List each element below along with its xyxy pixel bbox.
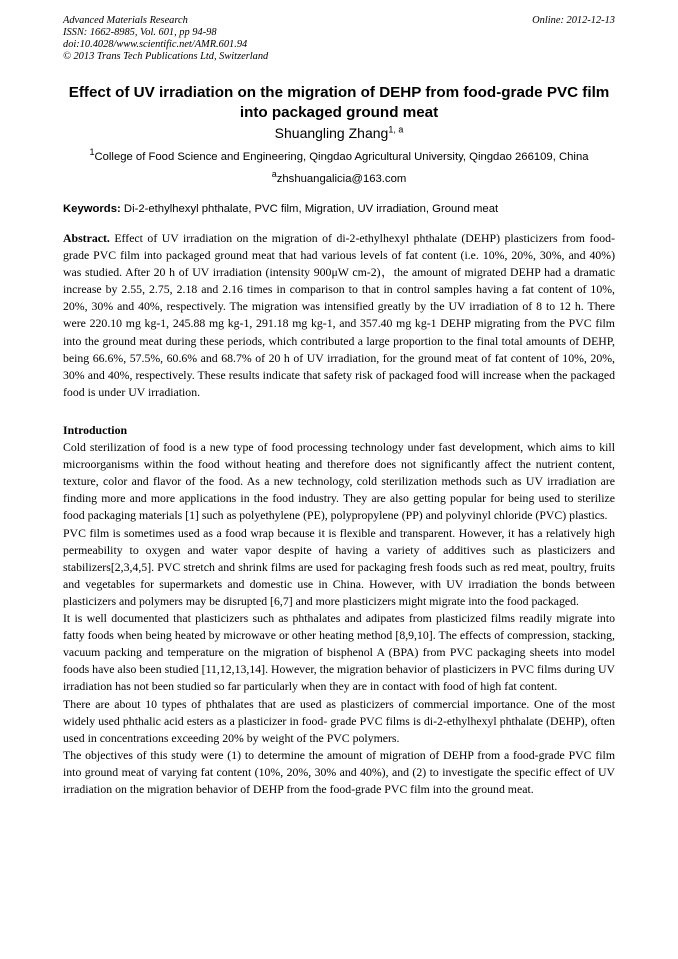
- copyright: © 2013 Trans Tech Publications Ltd, Switzerland: [63, 51, 269, 62]
- keywords-text: Di-2-ethylhexyl phthalate, PVC film, Migration, UV irradiation, Ground meat: [123, 203, 499, 215]
- intro-paragraph: PVC film is sometimes used as a food wrap because it is flexible and transparent. However, it has a relatively high permeability to oxygen and water vapor despite of having a variety of additives such as plasticizers and stabilizers[2,3,4,5]. PVC stretch and shrink films are used for packaging fresh foods such as red meat, poultry, fruits and vegetables for supermarkets and domestic use in China. However, with UV irradiation the bonds between plasticizers and polymers may be disrupted [6,7] and more plasticizers might migrate into the food packaged.: [63, 525, 615, 608]
- paper-title: Effect of UV irradiation on the migration of DEHP from food-grade PVC film into packaged ground meat: [68, 84, 610, 121]
- intro-paragraph: The objectives of this study were (1) to determine the amount of migration of DEHP from a food-grade PVC film into ground meat of varying fat content (10%, 20%, 30% and 40%), and (2) to investigate the specific effect of UV irradiation on the migration behavior of DEHP from the food-grade PVC film into the ground meat.: [63, 747, 615, 796]
- author-line: [60, 124, 618, 142]
- author-superscript: 1, a: [388, 124, 404, 135]
- intro-paragraph: Cold sterilization of food is a new type of food processing technology under fast development, which aims to kill microorganisms within the food without heating and therefore does not significantly affect the nutrient content, texture, color and flavor of the food. As a new technology, cold sterilization methods such as UV irradiation are finding more and more applications in the food industry. They are also getting popular for being used to sterilize food packaging materials [1] such as polyethylene (PE), polypropylene (PP) and polyvinyl chloride (PVC) plastics.: [63, 440, 615, 523]
- email-text[interactable]: zhshuangalicia@163.com: [276, 173, 407, 185]
- intro-paragraph: There are about 10 types of phthalates that are used as plasticizers of commercial importance. One of the most widely used phthalic acid esters as a plasticizer in food- grade PVC films is di-2-ethylhexyl phthalate (DEHP), often used in concentrations exceeding 20% by weight of the PVC polymers.: [63, 696, 615, 745]
- affiliation-text: College of Food Science and Engineering, Qingdao Agricultural University, Qingdao 266109, China: [94, 151, 589, 163]
- issn: ISSN: 1662-8985, Vol. 601, pp 94-98: [63, 27, 217, 38]
- affiliation-superscript: 1: [89, 147, 95, 158]
- abstract-label: Abstract.: [63, 231, 110, 245]
- affiliation: [60, 147, 618, 165]
- journal-name: Advanced Materials Research: [63, 15, 188, 26]
- introduction-heading: Introduction: [63, 423, 128, 437]
- keywords: [63, 202, 615, 217]
- keywords-label: Keywords:: [63, 203, 121, 215]
- introduction-section: [63, 422, 615, 798]
- author-email: [60, 169, 618, 187]
- online-date: Online: 2012-12-13: [532, 15, 615, 26]
- journal-header: [63, 15, 615, 63]
- abstract: [63, 230, 615, 401]
- abstract-text: Effect of UV irradiation on the migration of di-2-ethylhexyl phthalate (DEHP) plasticizers from food-grade PVC film into packaged ground meat that had various levels of fat content (i.e. 10%, 20%, 30%, and 40%) was studied. After 20 h of UV irradiation (intensity 900μW cm-2)，the amount of migrated DEHP had a dramatic increase by 2.55, 2.75, 2.18 and 2.16 times in comparison to that in control samples having a fat content of 10%, 20%, 30% and 40%, respectively. The migration was intensified greatly by the UV irradiation of 8 to 12 h. There were 220.10 mg kg-1, 245.88 mg kg-1, 291.18 mg kg-1, and 357.40 mg kg-1 DEHP migrating from the PVC film into the ground meat during these periods, which contributed a large proportion to the final total amounts of DEHP, being 66.6%, 57.5%, 60.6% and 68.7% of 20 h of UV irradiation, for the ground meat of fat content of 10%, 20%, 30% and 40%, respectively. These results indicate that safety risk of packaged food will increase when the packaged food is under UV irradiation.: [63, 231, 615, 399]
- doi: doi:10.4028/www.scientific.net/AMR.601.94: [63, 39, 248, 50]
- email-superscript: a: [271, 169, 277, 180]
- intro-paragraph: It is well documented that plasticizers such as phthalates and adipates from plasticized films readily migrate into fatty foods when being heated by microwave or other heating method [8,9,10]. The effects of compression, stacking, vacuum packing and temperature on the migration of bisphenol A (BPA) from PVC packaging sheets into model foods have also been studied [11,12,13,14]. However, the migration behavior of plasticizers in PVC films during UV irradiation has not been studied so far particularly when they are in contact with food of high fat content.: [63, 611, 615, 694]
- author-name: Shuangling Zhang: [274, 125, 389, 141]
